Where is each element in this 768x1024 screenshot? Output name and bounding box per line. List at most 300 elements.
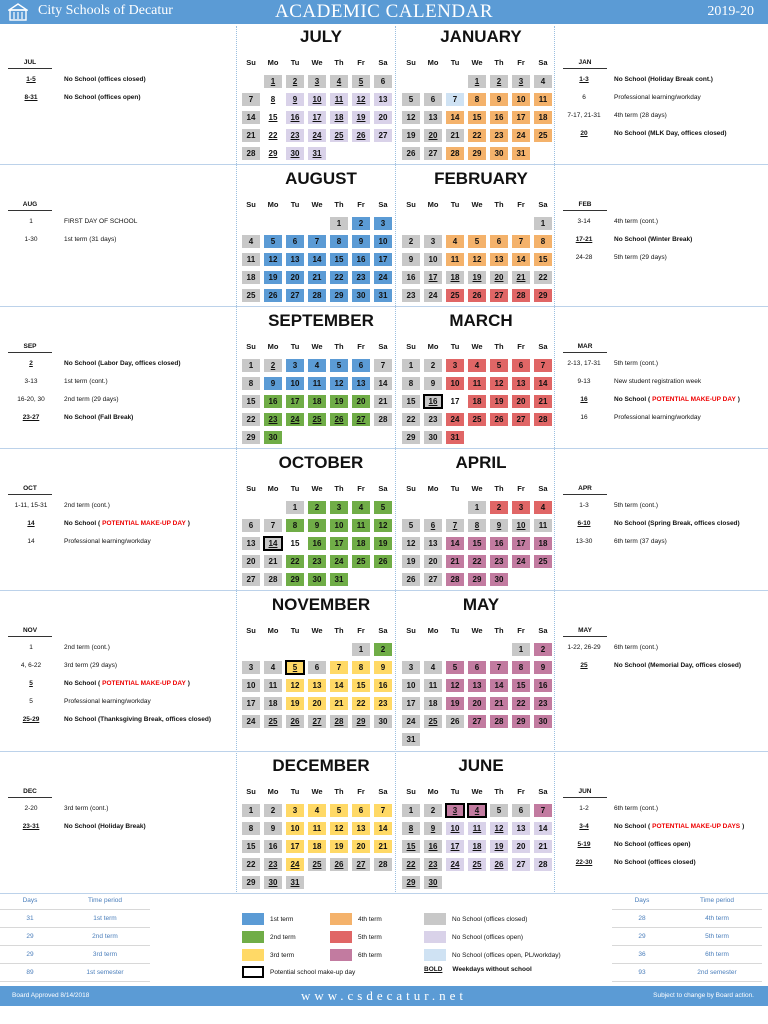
day-cell[interactable]: 13 — [308, 679, 326, 692]
day-cell[interactable]: 27 — [242, 573, 260, 586]
day-cell[interactable]: 15 — [352, 679, 370, 692]
day-cell[interactable]: 19 — [330, 395, 348, 408]
day-cell[interactable]: 12 — [264, 253, 282, 266]
day-cell[interactable]: 2 — [402, 235, 420, 248]
day-cell[interactable]: 21 — [308, 271, 326, 284]
day-cell[interactable]: 19 — [286, 697, 304, 710]
day-cell[interactable]: 19 — [446, 697, 464, 710]
website-link[interactable]: www.csdecatur.net — [300, 988, 468, 1003]
day-cell[interactable]: 20 — [424, 555, 442, 568]
day-cell[interactable]: 29 — [286, 573, 304, 586]
day-cell[interactable]: 19 — [490, 840, 508, 853]
day-cell[interactable]: 3 — [308, 75, 326, 88]
day-cell[interactable]: 22 — [468, 129, 486, 142]
day-cell[interactable]: 18 — [424, 697, 442, 710]
day-cell[interactable]: 20 — [468, 697, 486, 710]
day-cell[interactable]: 28 — [446, 573, 464, 586]
day-cell[interactable]: 28 — [512, 289, 530, 302]
day-cell[interactable]: 24 — [286, 858, 304, 871]
day-cell[interactable]: 11 — [264, 679, 282, 692]
day-cell[interactable]: 28 — [534, 413, 552, 426]
day-cell[interactable]: 4 — [308, 804, 326, 817]
day-cell[interactable]: 10 — [286, 377, 304, 390]
day-cell[interactable]: 28 — [446, 147, 464, 160]
day-cell[interactable]: 13 — [286, 253, 304, 266]
day-cell[interactable]: 25 — [468, 858, 486, 871]
day-cell[interactable]: 17 — [424, 271, 442, 284]
day-cell[interactable]: 9 — [264, 822, 282, 835]
day-cell[interactable]: 1 — [468, 75, 486, 88]
day-cell[interactable]: 14 — [534, 377, 552, 390]
day-cell[interactable]: 5 — [402, 519, 420, 532]
day-cell[interactable]: 11 — [534, 519, 552, 532]
day-cell[interactable]: 8 — [352, 661, 370, 674]
day-cell[interactable]: 13 — [468, 679, 486, 692]
day-cell[interactable]: 3 — [286, 804, 304, 817]
day-cell[interactable]: 22 — [264, 129, 282, 142]
day-cell[interactable]: 19 — [402, 555, 420, 568]
day-cell[interactable]: 1 — [512, 643, 530, 656]
day-cell[interactable]: 24 — [446, 413, 464, 426]
day-cell[interactable]: 5 — [402, 93, 420, 106]
day-cell[interactable]: 12 — [286, 679, 304, 692]
day-cell[interactable]: 14 — [446, 111, 464, 124]
day-cell[interactable]: 19 — [264, 271, 282, 284]
day-cell[interactable]: 15 — [242, 840, 260, 853]
day-cell[interactable]: 4 — [424, 661, 442, 674]
day-cell[interactable]: 16 — [490, 111, 508, 124]
day-cell[interactable]: 20 — [352, 840, 370, 853]
day-cell[interactable]: 31 — [446, 431, 464, 444]
day-cell[interactable]: 19 — [330, 840, 348, 853]
day-cell[interactable]: 10 — [286, 822, 304, 835]
day-cell[interactable]: 3 — [424, 235, 442, 248]
day-cell[interactable]: 30 — [352, 289, 370, 302]
day-cell[interactable]: 20 — [512, 840, 530, 853]
day-cell[interactable]: 8 — [512, 661, 530, 674]
day-cell[interactable]: 24 — [308, 129, 326, 142]
day-cell[interactable]: 7 — [512, 235, 530, 248]
day-cell[interactable]: 30 — [490, 573, 508, 586]
day-cell[interactable]: 28 — [330, 715, 348, 728]
day-cell[interactable]: 14 — [534, 822, 552, 835]
day-cell[interactable]: 29 — [468, 147, 486, 160]
day-cell[interactable]: 18 — [534, 111, 552, 124]
day-cell[interactable]: 17 — [446, 840, 464, 853]
day-cell[interactable]: 2 — [490, 75, 508, 88]
day-cell[interactable]: 2 — [374, 643, 392, 656]
day-cell[interactable]: 5 — [468, 235, 486, 248]
day-cell[interactable]: 28 — [308, 289, 326, 302]
day-cell[interactable]: 9 — [424, 377, 442, 390]
day-cell[interactable]: 17 — [402, 697, 420, 710]
day-cell[interactable]: 11 — [468, 822, 486, 835]
day-cell[interactable]: 11 — [242, 253, 260, 266]
day-cell[interactable]: 24 — [446, 858, 464, 871]
day-cell[interactable]: 11 — [534, 93, 552, 106]
day-cell[interactable]: 21 — [374, 840, 392, 853]
day-cell[interactable]: 3 — [446, 804, 464, 817]
day-cell[interactable]: 22 — [512, 697, 530, 710]
day-cell[interactable]: 22 — [402, 858, 420, 871]
day-cell[interactable]: 23 — [490, 129, 508, 142]
day-cell[interactable]: 12 — [330, 377, 348, 390]
day-cell[interactable]: 4 — [468, 804, 486, 817]
day-cell[interactable]: 24 — [424, 289, 442, 302]
day-cell[interactable]: 18 — [264, 697, 282, 710]
day-cell[interactable]: 15 — [264, 111, 282, 124]
day-cell[interactable]: 12 — [446, 679, 464, 692]
day-cell[interactable]: 5 — [490, 359, 508, 372]
day-cell[interactable]: 8 — [468, 93, 486, 106]
day-cell[interactable]: 24 — [330, 555, 348, 568]
day-cell[interactable]: 7 — [264, 519, 282, 532]
day-cell[interactable]: 31 — [402, 733, 420, 746]
day-cell[interactable]: 2 — [264, 804, 282, 817]
day-cell[interactable]: 10 — [308, 93, 326, 106]
day-cell[interactable]: 21 — [446, 129, 464, 142]
day-cell[interactable]: 24 — [512, 129, 530, 142]
day-cell[interactable]: 31 — [512, 147, 530, 160]
day-cell[interactable]: 15 — [242, 395, 260, 408]
day-cell[interactable]: 30 — [534, 715, 552, 728]
day-cell[interactable]: 27 — [352, 858, 370, 871]
day-cell[interactable]: 27 — [512, 858, 530, 871]
day-cell[interactable]: 14 — [446, 537, 464, 550]
day-cell[interactable]: 19 — [352, 111, 370, 124]
day-cell[interactable]: 8 — [264, 93, 282, 106]
day-cell[interactable]: 10 — [330, 519, 348, 532]
day-cell[interactable]: 23 — [490, 555, 508, 568]
day-cell[interactable]: 1 — [402, 804, 420, 817]
day-cell[interactable]: 2 — [534, 643, 552, 656]
day-cell[interactable]: 2 — [490, 501, 508, 514]
day-cell[interactable]: 1 — [242, 359, 260, 372]
day-cell[interactable]: 27 — [286, 289, 304, 302]
day-cell[interactable]: 29 — [242, 431, 260, 444]
day-cell[interactable]: 14 — [330, 679, 348, 692]
day-cell[interactable]: 18 — [242, 271, 260, 284]
day-cell[interactable]: 29 — [468, 573, 486, 586]
day-cell[interactable]: 4 — [468, 359, 486, 372]
day-cell[interactable]: 23 — [424, 413, 442, 426]
day-cell[interactable]: 7 — [242, 93, 260, 106]
day-cell[interactable]: 10 — [242, 679, 260, 692]
day-cell[interactable]: 19 — [402, 129, 420, 142]
day-cell[interactable]: 12 — [330, 822, 348, 835]
day-cell[interactable]: 2 — [424, 359, 442, 372]
day-cell[interactable]: 31 — [286, 876, 304, 889]
day-cell[interactable]: 15 — [534, 253, 552, 266]
day-cell[interactable]: 13 — [512, 377, 530, 390]
day-cell[interactable]: 11 — [330, 93, 348, 106]
day-cell[interactable]: 20 — [308, 697, 326, 710]
day-cell[interactable]: 2 — [352, 217, 370, 230]
day-cell[interactable]: 28 — [264, 573, 282, 586]
day-cell[interactable]: 20 — [242, 555, 260, 568]
day-cell[interactable]: 22 — [242, 858, 260, 871]
day-cell[interactable]: 6 — [424, 519, 442, 532]
day-cell[interactable]: 15 — [512, 679, 530, 692]
day-cell[interactable]: 10 — [424, 253, 442, 266]
day-cell[interactable]: 14 — [374, 377, 392, 390]
day-cell[interactable]: 13 — [374, 93, 392, 106]
day-cell[interactable]: 21 — [534, 395, 552, 408]
day-cell[interactable]: 26 — [490, 858, 508, 871]
day-cell[interactable]: 3 — [402, 661, 420, 674]
day-cell[interactable]: 12 — [352, 93, 370, 106]
day-cell[interactable]: 20 — [512, 395, 530, 408]
day-cell[interactable]: 4 — [264, 661, 282, 674]
day-cell[interactable]: 29 — [264, 147, 282, 160]
day-cell[interactable]: 6 — [512, 804, 530, 817]
day-cell[interactable]: 17 — [308, 111, 326, 124]
day-cell[interactable]: 18 — [330, 111, 348, 124]
day-cell[interactable]: 6 — [352, 359, 370, 372]
day-cell[interactable]: 15 — [402, 395, 420, 408]
day-cell[interactable]: 20 — [424, 129, 442, 142]
day-cell[interactable]: 9 — [352, 235, 370, 248]
day-cell[interactable]: 15 — [468, 111, 486, 124]
day-cell[interactable]: 5 — [330, 359, 348, 372]
day-cell[interactable]: 2 — [286, 75, 304, 88]
day-cell[interactable]: 16 — [402, 271, 420, 284]
day-cell[interactable]: 8 — [534, 235, 552, 248]
day-cell[interactable]: 9 — [308, 519, 326, 532]
day-cell[interactable]: 16 — [490, 537, 508, 550]
day-cell[interactable]: 3 — [374, 217, 392, 230]
day-cell[interactable]: 28 — [490, 715, 508, 728]
day-cell[interactable]: 27 — [512, 413, 530, 426]
day-cell[interactable]: 22 — [402, 413, 420, 426]
day-cell[interactable]: 18 — [352, 537, 370, 550]
day-cell[interactable]: 27 — [308, 715, 326, 728]
day-cell[interactable]: 27 — [490, 289, 508, 302]
day-cell[interactable]: 27 — [424, 147, 442, 160]
day-cell[interactable]: 23 — [374, 697, 392, 710]
day-cell[interactable]: 12 — [490, 377, 508, 390]
day-cell[interactable]: 17 — [512, 537, 530, 550]
day-cell[interactable]: 25 — [242, 289, 260, 302]
day-cell[interactable]: 3 — [446, 359, 464, 372]
day-cell[interactable]: 10 — [374, 235, 392, 248]
day-cell[interactable]: 8 — [402, 377, 420, 390]
day-cell[interactable]: 15 — [330, 253, 348, 266]
day-cell[interactable]: 1 — [402, 359, 420, 372]
day-cell[interactable]: 30 — [308, 573, 326, 586]
day-cell[interactable]: 20 — [490, 271, 508, 284]
day-cell[interactable]: 13 — [242, 537, 260, 550]
day-cell[interactable]: 22 — [534, 271, 552, 284]
day-cell[interactable]: 7 — [490, 661, 508, 674]
day-cell[interactable]: 8 — [242, 377, 260, 390]
day-cell[interactable]: 5 — [446, 661, 464, 674]
day-cell[interactable]: 23 — [286, 129, 304, 142]
day-cell[interactable]: 30 — [424, 876, 442, 889]
day-cell[interactable]: 14 — [512, 253, 530, 266]
day-cell[interactable]: 17 — [286, 395, 304, 408]
day-cell[interactable]: 16 — [374, 679, 392, 692]
day-cell[interactable]: 31 — [308, 147, 326, 160]
day-cell[interactable]: 20 — [286, 271, 304, 284]
day-cell[interactable]: 30 — [264, 431, 282, 444]
day-cell[interactable]: 6 — [512, 359, 530, 372]
day-cell[interactable]: 13 — [512, 822, 530, 835]
day-cell[interactable]: 2 — [264, 359, 282, 372]
day-cell[interactable]: 16 — [424, 395, 442, 408]
day-cell[interactable]: 14 — [242, 111, 260, 124]
day-cell[interactable]: 21 — [374, 395, 392, 408]
day-cell[interactable]: 9 — [264, 377, 282, 390]
day-cell[interactable]: 9 — [286, 93, 304, 106]
day-cell[interactable]: 7 — [330, 661, 348, 674]
day-cell[interactable]: 31 — [374, 289, 392, 302]
day-cell[interactable]: 16 — [286, 111, 304, 124]
day-cell[interactable]: 5 — [286, 661, 304, 674]
day-cell[interactable]: 8 — [242, 822, 260, 835]
day-cell[interactable]: 23 — [352, 271, 370, 284]
day-cell[interactable]: 3 — [512, 75, 530, 88]
day-cell[interactable]: 11 — [446, 253, 464, 266]
day-cell[interactable]: 25 — [468, 413, 486, 426]
day-cell[interactable]: 5 — [264, 235, 282, 248]
day-cell[interactable]: 16 — [534, 679, 552, 692]
day-cell[interactable]: 30 — [374, 715, 392, 728]
day-cell[interactable]: 12 — [374, 519, 392, 532]
day-cell[interactable]: 9 — [424, 822, 442, 835]
day-cell[interactable]: 4 — [534, 75, 552, 88]
day-cell[interactable]: 21 — [534, 840, 552, 853]
day-cell[interactable]: 14 — [264, 537, 282, 550]
day-cell[interactable]: 23 — [264, 413, 282, 426]
day-cell[interactable]: 14 — [490, 679, 508, 692]
day-cell[interactable]: 28 — [374, 413, 392, 426]
day-cell[interactable]: 9 — [534, 661, 552, 674]
day-cell[interactable]: 13 — [352, 377, 370, 390]
day-cell[interactable]: 6 — [424, 93, 442, 106]
day-cell[interactable]: 2 — [424, 804, 442, 817]
day-cell[interactable]: 28 — [534, 858, 552, 871]
day-cell[interactable]: 21 — [242, 129, 260, 142]
day-cell[interactable]: 27 — [352, 413, 370, 426]
day-cell[interactable]: 3 — [286, 359, 304, 372]
day-cell[interactable]: 18 — [468, 840, 486, 853]
day-cell[interactable]: 17 — [242, 697, 260, 710]
day-cell[interactable]: 26 — [468, 289, 486, 302]
day-cell[interactable]: 26 — [402, 147, 420, 160]
day-cell[interactable]: 24 — [402, 715, 420, 728]
day-cell[interactable]: 24 — [512, 555, 530, 568]
day-cell[interactable]: 25 — [534, 129, 552, 142]
day-cell[interactable]: 9 — [402, 253, 420, 266]
day-cell[interactable]: 6 — [468, 661, 486, 674]
day-cell[interactable]: 20 — [374, 111, 392, 124]
day-cell[interactable]: 28 — [242, 147, 260, 160]
day-cell[interactable]: 16 — [264, 395, 282, 408]
day-cell[interactable]: 12 — [402, 111, 420, 124]
day-cell[interactable]: 25 — [352, 555, 370, 568]
day-cell[interactable]: 27 — [374, 129, 392, 142]
day-cell[interactable]: 6 — [490, 235, 508, 248]
day-cell[interactable]: 29 — [352, 715, 370, 728]
day-cell[interactable]: 25 — [534, 555, 552, 568]
day-cell[interactable]: 7 — [374, 804, 392, 817]
day-cell[interactable]: 5 — [352, 75, 370, 88]
day-cell[interactable]: 30 — [424, 431, 442, 444]
day-cell[interactable]: 25 — [446, 289, 464, 302]
day-cell[interactable]: 9 — [490, 519, 508, 532]
day-cell[interactable]: 3 — [330, 501, 348, 514]
day-cell[interactable]: 24 — [242, 715, 260, 728]
day-cell[interactable]: 3 — [242, 661, 260, 674]
day-cell[interactable]: 29 — [330, 289, 348, 302]
day-cell[interactable]: 27 — [424, 573, 442, 586]
day-cell[interactable]: 12 — [402, 537, 420, 550]
day-cell[interactable]: 11 — [308, 822, 326, 835]
day-cell[interactable]: 18 — [468, 395, 486, 408]
day-cell[interactable]: 6 — [308, 661, 326, 674]
day-cell[interactable]: 29 — [512, 715, 530, 728]
day-cell[interactable]: 26 — [330, 413, 348, 426]
day-cell[interactable]: 17 — [330, 537, 348, 550]
day-cell[interactable]: 25 — [330, 129, 348, 142]
day-cell[interactable]: 11 — [424, 679, 442, 692]
day-cell[interactable]: 2 — [308, 501, 326, 514]
day-cell[interactable]: 16 — [264, 840, 282, 853]
day-cell[interactable]: 24 — [374, 271, 392, 284]
day-cell[interactable]: 26 — [330, 858, 348, 871]
day-cell[interactable]: 8 — [286, 519, 304, 532]
day-cell[interactable]: 10 — [512, 519, 530, 532]
day-cell[interactable]: 4 — [242, 235, 260, 248]
day-cell[interactable]: 8 — [468, 519, 486, 532]
day-cell[interactable]: 1 — [352, 643, 370, 656]
day-cell[interactable]: 5 — [330, 804, 348, 817]
day-cell[interactable]: 30 — [490, 147, 508, 160]
day-cell[interactable]: 10 — [512, 93, 530, 106]
day-cell[interactable]: 21 — [512, 271, 530, 284]
day-cell[interactable]: 5 — [490, 804, 508, 817]
day-cell[interactable]: 18 — [534, 537, 552, 550]
day-cell[interactable]: 4 — [352, 501, 370, 514]
day-cell[interactable]: 17 — [374, 253, 392, 266]
day-cell[interactable]: 26 — [446, 715, 464, 728]
day-cell[interactable]: 20 — [352, 395, 370, 408]
day-cell[interactable]: 11 — [468, 377, 486, 390]
day-cell[interactable]: 26 — [352, 129, 370, 142]
day-cell[interactable]: 25 — [264, 715, 282, 728]
day-cell[interactable]: 25 — [308, 858, 326, 871]
day-cell[interactable]: 16 — [308, 537, 326, 550]
day-cell[interactable]: 22 — [352, 697, 370, 710]
day-cell[interactable]: 21 — [446, 555, 464, 568]
day-cell[interactable]: 4 — [446, 235, 464, 248]
day-cell[interactable]: 1 — [468, 501, 486, 514]
day-cell[interactable]: 19 — [374, 537, 392, 550]
day-cell[interactable]: 8 — [330, 235, 348, 248]
day-cell[interactable]: 7 — [534, 804, 552, 817]
day-cell[interactable]: 13 — [424, 111, 442, 124]
day-cell[interactable]: 7 — [446, 519, 464, 532]
day-cell[interactable]: 10 — [446, 377, 464, 390]
day-cell[interactable]: 12 — [468, 253, 486, 266]
day-cell[interactable]: 17 — [286, 840, 304, 853]
day-cell[interactable]: 22 — [330, 271, 348, 284]
day-cell[interactable]: 23 — [424, 858, 442, 871]
day-cell[interactable]: 7 — [308, 235, 326, 248]
day-cell[interactable]: 9 — [374, 661, 392, 674]
day-cell[interactable]: 26 — [490, 413, 508, 426]
